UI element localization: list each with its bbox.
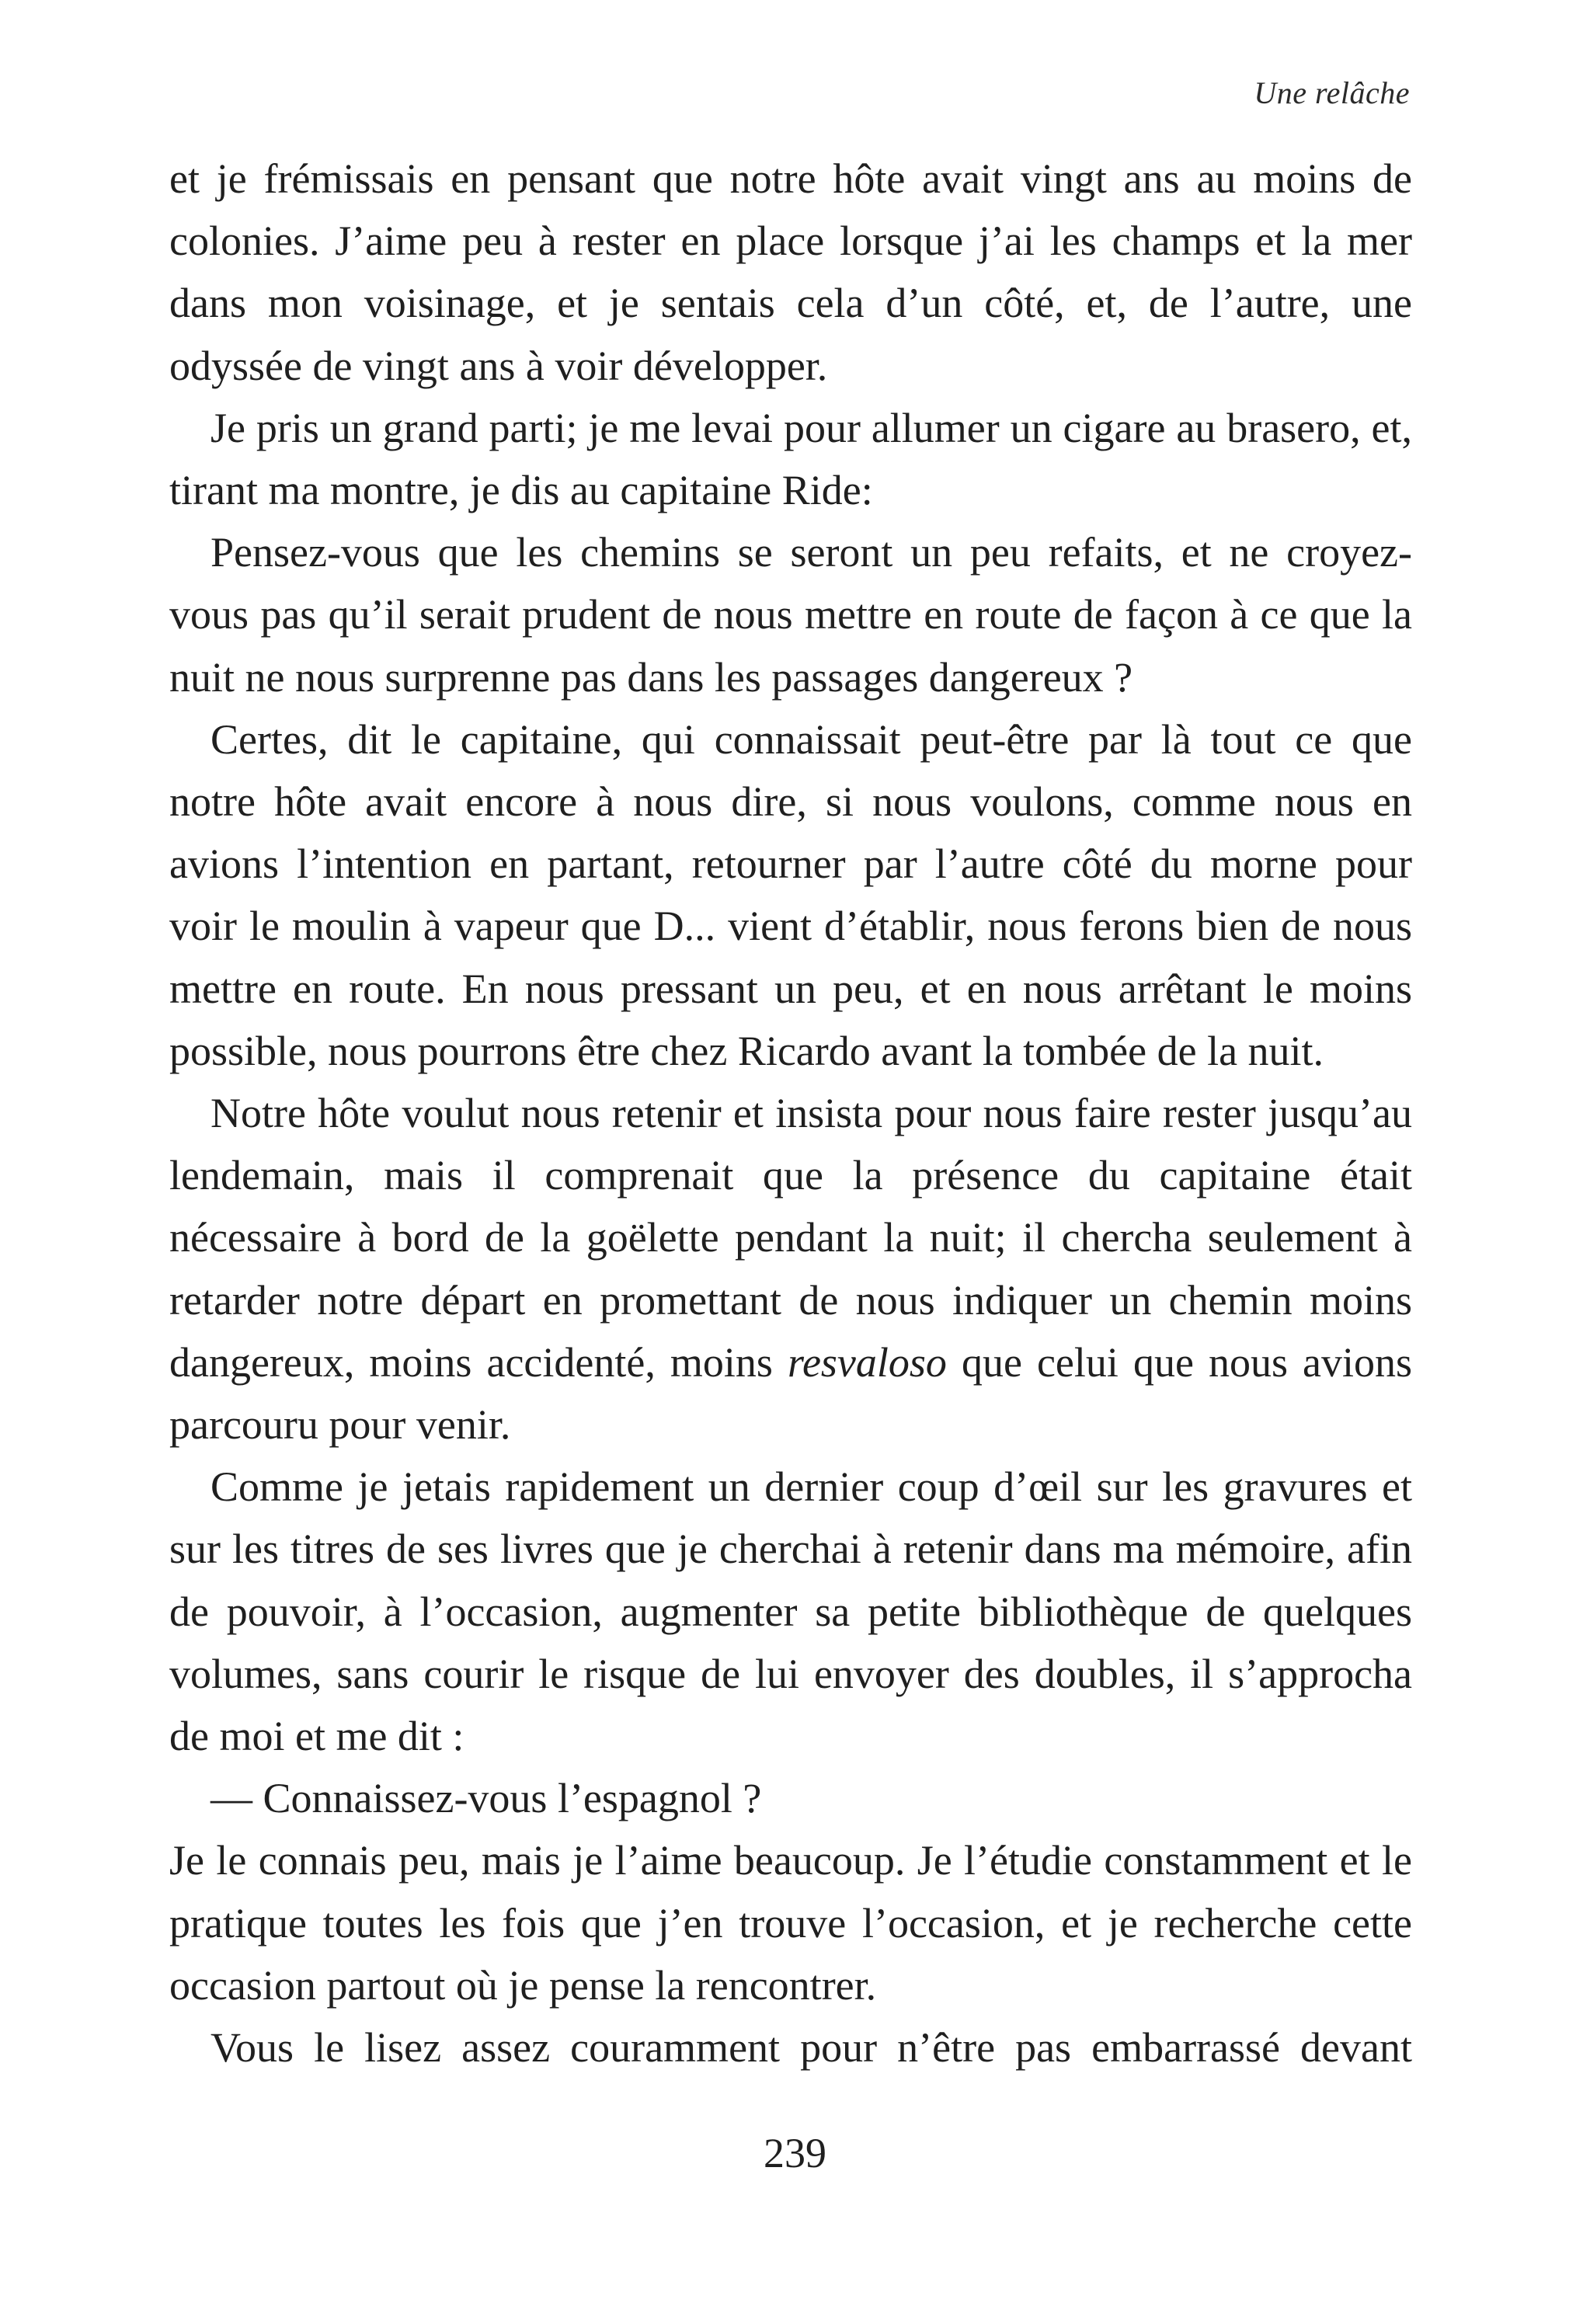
paragraph-5-part-2: que celui que nous avions parcouru pour venir. [169, 1338, 1412, 1449]
dialogue-line: — Connaissez-vous l’espagnol ? [210, 1775, 762, 1822]
paragraph-6: Comme je jetais rapidement un dernier coup d’œil sur les gravures et sur les titres de ses livres que je cherchai à retenir dans ma mémoire, afin de pouvoir, à l’occasion, augmenter sa petite bibliothèque de quelques volumes, sans courir le risque de lui envoyer des doubles, il s’approcha de moi et me dit : [169, 1463, 1412, 1760]
paragraph-5-part-1: Notre hôte voulut nous retenir et insista pour nous faire rester jusqu’au lendemain, mais il comprenait que la présence du capitaine était nécessaire à bord de la goëlette pendant la nuit; il chercha seulement à retarder notre départ en promettant de nous indiquer un chemin moins dangereux, moins accidenté, moins [169, 1090, 1412, 1386]
paragraph-8: Je le connais peu, mais je l’aime beaucoup. Je l’étudie constamment et le pratique toutes les fois que j’en trouve l’occasion, et je recherche cette occasion partout où je pense la rencontrer. [169, 1837, 1412, 2009]
page-number: 239 [764, 2130, 826, 2176]
paragraph-9: Vous le lisez assez couramment pour n’être pas embarrassé devant [210, 2024, 1412, 2072]
paragraph-3: Pensez-vous que les chemins se seront un peu refaits, et ne croyez-vous pas qu’il serait prudent de nous mettre en route de façon à ce que la nuit ne nous surprenne pas dans les passages dangereux ? [169, 529, 1412, 701]
paragraph-2: Je pris un grand parti; je me levai pour allumer un cigare au brasero, et, tirant ma montre, je dis au capitaine Ride: [169, 404, 1412, 514]
paragraph-4: Certes, dit le capitaine, qui connaissait peut-être par là tout ce que notre hôte avait encore à nous dire, si nous voulons, comme nous en avions l’intention en partant, retourner par l’autre côté du morne pour voir le moulin à vapeur que D... vient d’établir, nous ferons bien de nous mettre en route. En nous pressant un peu, et en nous arrêtant le moins possible, nous pourrons être chez Ricardo avant la tombée de la nuit. [169, 715, 1412, 1074]
paragraph-5-italic-word: resvaloso [787, 1338, 947, 1386]
paragraph-1: et je frémissais en pensant que notre hôte avait vingt ans au moins de colonies. J’aime peu à rester en place lorsque j’ai les champs et la mer dans mon voisinage, et je sentais cela d’un côté, et, de l’autre, une odyssée de vingt ans à voir développer. [169, 155, 1412, 389]
body-text [169, 148, 1412, 2079]
running-header: Une relâche [1254, 75, 1410, 110]
paragraph-5 [169, 1082, 1412, 1456]
